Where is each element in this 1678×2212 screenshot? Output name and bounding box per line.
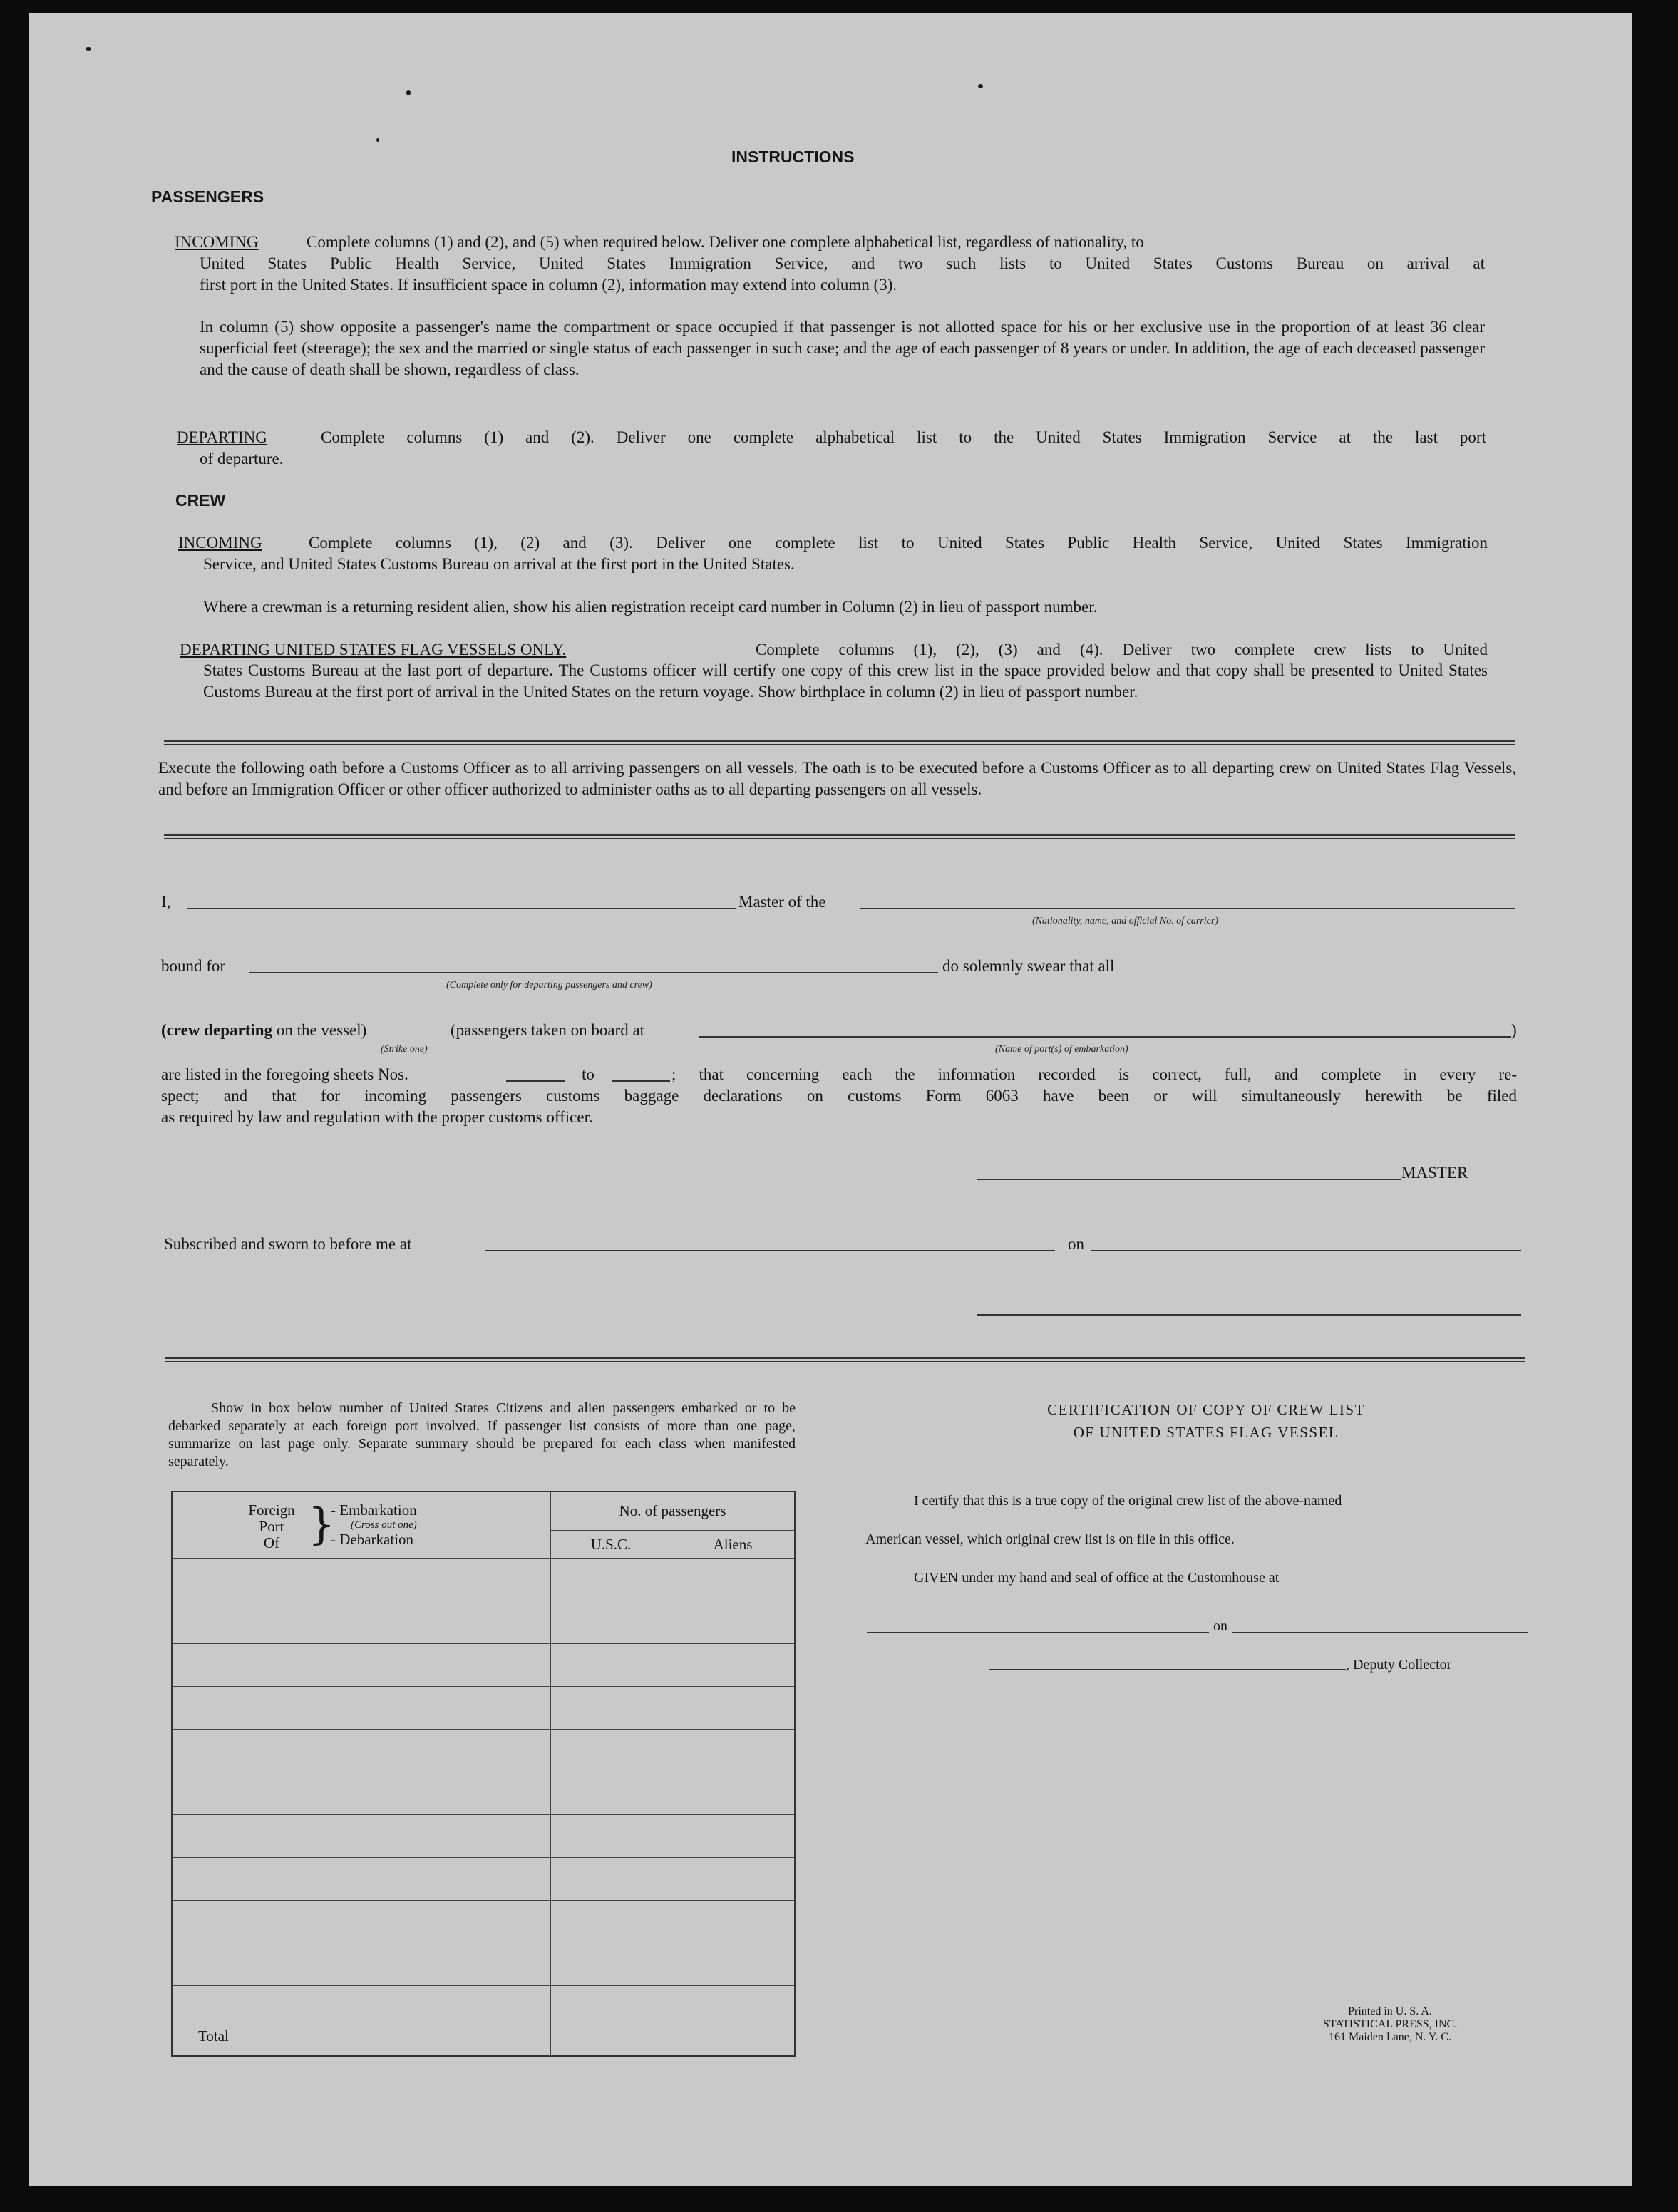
bound-for-label: bound for (161, 957, 226, 975)
crew-departing-rest: States Customs Bureau at the last port of departure. The Customs officer will certify one copy of this crew list in the space provided below and that copy shall be presented to United States Customs Bureau at the first port of arrival in the United States on the return voyage. Show birthplace in column (2) in lieu of passport number. (203, 661, 1488, 701)
passengers-heading: PASSENGERS (151, 187, 264, 206)
total-usc-cell[interactable] (551, 1986, 671, 2056)
certification-title-line1: CERTIFICATION OF COPY OF CREW LIST (1047, 1401, 1365, 1418)
usc-header: U.S.C. (551, 1531, 671, 1559)
embarkation-label: - Embarkation (331, 1502, 417, 1519)
foreign-label: Foreign (248, 1502, 295, 1519)
ink-speck (86, 47, 91, 51)
certification-title-line2: OF UNITED STATES FLAG VESSEL (1073, 1424, 1339, 1441)
table-row[interactable] (172, 1644, 795, 1687)
passengers-departing-label: DEPARTING (177, 428, 267, 446)
embarkation-port-field[interactable] (699, 1036, 1511, 1038)
summary-instructions: Show in box below number of United States Citizens and alien passengers embarked or to be debarked separately at each foreign port involved. If passenger list consists of more than one page, summarize on last page only. Separate summary should be prepared for each class when manifested separately. (168, 1400, 796, 1469)
port-caption: (Name of port(s) of embarkation) (995, 1044, 1128, 1055)
table-row[interactable] (172, 1559, 795, 1601)
passengers-departing-line1: Complete columns (1) and (2). Deliver one complete alphabetical list to the United States Immigration Service at the last port (321, 428, 1486, 446)
total-label: Total (172, 1986, 551, 2056)
total-row[interactable] (172, 1986, 795, 2056)
solemnly-swear-text: do solemnly swear that all (942, 957, 1115, 975)
of-label: Of (263, 1534, 280, 1551)
resident-alien-instructions: Where a crewman is a returning resident alien, show his alien registration receipt card number in Column (2) in lieu of passport number. (203, 598, 1098, 616)
passenger-summary-table (171, 1491, 796, 2057)
table-row[interactable] (172, 1687, 795, 1730)
passengers-incoming-label: INCOMING (175, 233, 259, 251)
printer-line2: STATISTICAL PRESS, INC. (1322, 2018, 1458, 2030)
strike-one-caption: (Strike one) (381, 1044, 428, 1055)
nationality-caption: (Nationality, name, and official No. of carrier) (1032, 916, 1218, 926)
column5-instructions: In column (5) show opposite a passenger's name the compartment or space occupied if that passenger is not allotted space for his or her exclusive use in the proportion of at least 36 clear superficial feet (steerage); the sex and the married or single status of each passenger in such case; and the age of each passenger of 8 years or under. In addition, the age of each deceased passenger and the cause of death shall be shown, regardless of class. (200, 318, 1485, 378)
table-row[interactable] (172, 1858, 795, 1901)
to-label: to (582, 1065, 594, 1083)
printer-line1: Printed in U. S. A. (1348, 2005, 1432, 2017)
master-of-the-label: Master of the (738, 893, 826, 911)
certification-date-field[interactable] (1232, 1632, 1528, 1633)
on-the-vessel-text: on the vessel) (276, 1021, 367, 1039)
crew-incoming-line2: Service, and United States Customs Bureau on arrival at the first port in the United States. (203, 555, 795, 573)
crew-incoming-label: INCOMING (178, 534, 262, 552)
crew-heading: CREW (175, 491, 226, 510)
passengers-departing-line2: of departure. (200, 450, 284, 467)
total-aliens-cell[interactable] (671, 1986, 796, 2056)
sheets-label: are listed in the foregoing sheets Nos. (161, 1065, 408, 1083)
deputy-signature-field[interactable] (989, 1669, 1346, 1670)
form-page (29, 13, 1632, 2186)
table-row[interactable] (172, 1772, 795, 1815)
page-title: INSTRUCTIONS (731, 148, 855, 166)
cross-out-caption: (Cross out one) (351, 1519, 417, 1531)
oath-line2: spect; and that for incoming passengers customs baggage declarations on customs Form 6063 have been or will simultaneously herewith be filed (161, 1087, 1517, 1105)
table-row[interactable] (172, 1601, 795, 1644)
master-label: MASTER (1401, 1164, 1468, 1182)
ink-speck (376, 138, 379, 142)
passengers-incoming-line3: first port in the United States. If insufficient space in column (2), information may extend into column (3). (200, 276, 897, 294)
table-row[interactable] (172, 1730, 795, 1772)
crew-departing-line1: Complete columns (1), (2), (3) and (4). Deliver two complete crew lists to United (756, 641, 1488, 658)
customhouse-field[interactable] (867, 1632, 1209, 1633)
certification-given: GIVEN under my hand and seal of office at the Customhouse at (914, 1570, 1280, 1586)
crew-departing-option (161, 1019, 366, 1042)
sworn-on-label: on (1068, 1235, 1084, 1253)
sheet-from-field[interactable] (506, 1080, 565, 1082)
sheet-to-field[interactable] (612, 1080, 670, 1082)
section-divider (164, 740, 1515, 745)
officer-signature-field[interactable] (977, 1314, 1521, 1316)
debarkation-label: - Debarkation (331, 1531, 414, 1548)
master-signature-field[interactable] (977, 1179, 1401, 1180)
master-name-field[interactable] (187, 908, 736, 909)
section-divider (165, 1357, 1525, 1362)
certification-on-label: on (1213, 1618, 1227, 1634)
aliens-header: Aliens (671, 1531, 796, 1559)
passengers-incoming-line2: United States Public Health Service, United States Immigration Service, and two such lists to United States Customs Bureau on arrival at (200, 254, 1485, 272)
certification-body-line2: American vessel, which original crew list is on file in this office. (865, 1531, 1235, 1547)
oath-line3: as required by law and regulation with the proper customs officer. (161, 1108, 593, 1126)
table-row[interactable] (172, 1901, 795, 1943)
no-passengers-header: No. of passengers (551, 1492, 796, 1531)
certification-body-line1: I certify that this is a true copy of the original crew list of the above-named (914, 1493, 1342, 1509)
ink-speck (978, 84, 983, 88)
foreign-port-header (172, 1492, 551, 1559)
subscribed-label: Subscribed and sworn to before me at (164, 1235, 412, 1253)
crew-departing-text: (crew departing (161, 1021, 273, 1039)
ink-speck (406, 90, 411, 95)
crew-incoming-line1: Complete columns (1), (2) and (3). Deliver one complete list to United States Public Health Service, United States Immigration (309, 534, 1488, 552)
carrier-field[interactable] (860, 908, 1515, 909)
table-row[interactable] (172, 1815, 795, 1858)
passengers-incoming-line1: Complete columns (1) and (2), and (5) when required below. Deliver one complete alphabetical list, regardless of nationality, to (307, 233, 1144, 251)
printer-line3: 161 Maiden Lane, N. Y. C. (1329, 2031, 1451, 2043)
crew-departing-label: DEPARTING UNITED STATES FLAG VESSELS ONLY. (180, 641, 567, 658)
complete-only-caption: (Complete only for departing passengers and crew) (446, 980, 652, 991)
deputy-collector-label: , Deputy Collector (1346, 1657, 1452, 1673)
section-divider (164, 834, 1515, 839)
port-label: Port (259, 1518, 284, 1535)
sworn-location-field[interactable] (485, 1250, 1055, 1251)
brace-icon: } (308, 1499, 336, 1549)
sworn-date-field[interactable] (1091, 1250, 1521, 1251)
bound-for-field[interactable] (249, 972, 938, 973)
passengers-taken-label: (passengers taken on board at (451, 1021, 645, 1039)
oath-intro: Execute the following oath before a Customs Officer as to all arriving passengers on all vessels. The oath is to be executed before a Customs Officer as to all departing crew on United States Flag Vessels, and before an Immigration Officer or other officer authorized to administer oaths as to all departing passengers on all vessels. (158, 759, 1516, 798)
oath-i-label: I, (161, 893, 171, 911)
oath-line1-rest: ; that concerning each the information recorded is correct, full, and complete in every re- (671, 1065, 1517, 1083)
table-row[interactable] (172, 1943, 795, 1986)
close-paren: ) (1511, 1021, 1517, 1039)
